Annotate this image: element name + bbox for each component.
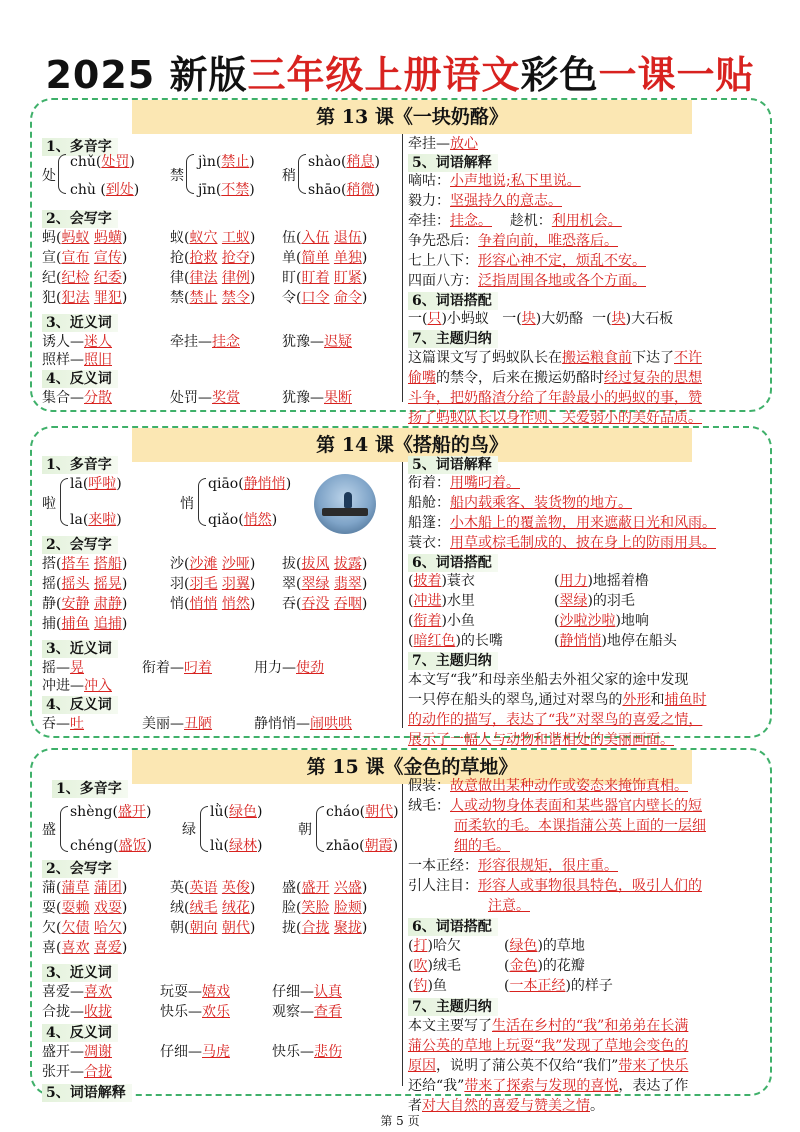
theme-text: 扬了蚂蚁队长以身作则、关爱弱小的美好品质。 bbox=[408, 410, 702, 426]
column-divider bbox=[402, 784, 403, 1086]
pinyin-row: lǜ(绿色) bbox=[210, 804, 263, 820]
definition: 船舱：船内载乘客、装货物的地方。 bbox=[408, 495, 632, 511]
definition: 注意。 bbox=[488, 898, 530, 914]
definition: 引人注目：形容人或事物很具特色，吸引人们的 bbox=[408, 878, 702, 894]
section-heading: 6、词语搭配 bbox=[408, 292, 498, 310]
writing-char-entry: 伍(入伍 退伍) bbox=[282, 230, 368, 246]
brace-icon bbox=[58, 154, 66, 194]
section-heading: 7、主题归纳 bbox=[408, 330, 498, 348]
definition: 嘀咕：小声地说;私下里说。 bbox=[408, 173, 581, 189]
brace-icon bbox=[200, 806, 208, 852]
definition: 四面八方：泛指周围各地或各个方面。 bbox=[408, 273, 646, 289]
collocation-row: (暗红色)的长嘴 bbox=[408, 633, 503, 649]
collocation-row: (衔着)小鱼 bbox=[408, 613, 475, 629]
pinyin-row: qiǎo(悄然) bbox=[208, 512, 278, 528]
writing-char-entry: 搭(搭车 搭船) bbox=[42, 556, 128, 572]
section-heading: 7、主题归纳 bbox=[408, 652, 498, 670]
polyphone-char: 悄 bbox=[180, 496, 194, 512]
lesson-15-card bbox=[30, 748, 772, 1114]
writing-char-entry: 悄(悄悄 悄然) bbox=[170, 596, 256, 612]
section-heading: 6、词语搭配 bbox=[408, 554, 498, 572]
collocation-row: (沙啦沙啦)地响 bbox=[554, 613, 649, 629]
writing-char-entry: 抢(抢救 抢夺) bbox=[170, 250, 256, 266]
antonym-pair: 美丽—丑陋 bbox=[142, 716, 212, 732]
pinyin-row: lù(绿林) bbox=[210, 838, 263, 854]
lesson-13-card bbox=[30, 98, 772, 426]
synonym-pair: 牵挂—挂念 bbox=[170, 334, 240, 350]
antonym-pair: 盛开—凋谢 bbox=[42, 1044, 112, 1060]
definition: 争先恐后：争着向前，唯恐落后。 bbox=[408, 233, 618, 249]
writing-chars-grid bbox=[42, 228, 397, 312]
polyphone-char: 禁 bbox=[170, 168, 184, 184]
synonym-pair: 牵挂—放心 bbox=[408, 136, 478, 152]
definition: 牵挂：挂念。 趁机：利用机会。 bbox=[408, 213, 622, 229]
writing-char-entry: 摇(摇头 摇晃) bbox=[42, 576, 128, 592]
column-divider bbox=[402, 462, 403, 728]
section-heading: 2、会写字 bbox=[42, 860, 118, 878]
synonym-pair: 喜爱—喜欢 bbox=[42, 984, 112, 1000]
writing-char-entry: 宣(宣布 宣传) bbox=[42, 250, 128, 266]
writing-char-entry: 耍(耍赖 戏耍) bbox=[42, 900, 128, 916]
synonym-pair: 冲进—冲入 bbox=[42, 678, 112, 694]
brace-icon bbox=[198, 478, 206, 526]
synonym-pair: 快乐—欢乐 bbox=[160, 1004, 230, 1020]
section-heading: 1、多音字 bbox=[52, 780, 128, 798]
synonym-pair: 合拢—收拢 bbox=[42, 1004, 112, 1020]
theme-text: 者对大自然的喜爱与赞美之情。 bbox=[408, 1098, 604, 1114]
antonym-pair: 静悄悄—闹哄哄 bbox=[254, 716, 352, 732]
brace-icon bbox=[298, 154, 306, 194]
writing-char-entry: 盯(盯着 盯紧) bbox=[282, 270, 368, 286]
writing-char-entry: 蒲(蒲草 蒲团) bbox=[42, 880, 128, 896]
brace-icon bbox=[60, 478, 68, 526]
collocation-row: (钓)鱼 bbox=[408, 978, 447, 994]
definition: 绒毛：人或动物身体表面和某些器官内壁长的短 bbox=[408, 798, 702, 814]
writing-chars-grid bbox=[42, 554, 397, 638]
theme-text: 斗争，把奶酪渣分给了年龄最小的蚂蚁的事，赞 bbox=[408, 390, 702, 406]
lesson-15-header: 第 15 课《金色的草地》 bbox=[132, 750, 692, 784]
writing-char-entry: 拔(拔风 拔露) bbox=[282, 556, 368, 572]
writing-char-entry: 翠(翠绿 翡翠) bbox=[282, 576, 368, 592]
theme-text: 的动作的描写，表达了“我”对翠鸟的喜爱之情， bbox=[408, 712, 703, 728]
polyphone-char: 朝 bbox=[298, 822, 312, 838]
section-heading: 3、近义词 bbox=[42, 640, 118, 658]
section-heading: 1、多音字 bbox=[42, 138, 118, 156]
antonym-pair: 处罚—奖赏 bbox=[170, 390, 240, 406]
collocation-row: (金色)的花瓣 bbox=[504, 958, 585, 974]
definition: 毅力：坚强持久的意志。 bbox=[408, 193, 562, 209]
pinyin-row: jīn(不禁) bbox=[198, 182, 255, 198]
collocation-row: (打)哈欠 bbox=[408, 938, 461, 954]
writing-char-entry: 纪(纪检 纪委) bbox=[42, 270, 128, 286]
antonym-pair: 集合—分散 bbox=[42, 390, 112, 406]
writing-char-entry: 吞(吞没 吞咽) bbox=[282, 596, 368, 612]
brace-icon bbox=[60, 806, 68, 852]
pinyin-row: shào(稍息) bbox=[308, 154, 380, 170]
collocation-row: (吹)绒毛 bbox=[408, 958, 461, 974]
pinyin-row: la(来啦) bbox=[70, 512, 122, 528]
pinyin-row: lā(呼啦) bbox=[70, 476, 122, 492]
theme-text: 蒲公英的草地上玩耍“我”发现了草地会变色的 bbox=[408, 1038, 689, 1054]
theme-text: 本文写“我”和母亲坐船去外祖父家的途中发现 bbox=[408, 672, 689, 688]
section-heading: 2、会写字 bbox=[42, 536, 118, 554]
collocation-row: (一本正经)的样子 bbox=[504, 978, 613, 994]
synonym-pair: 用力—使劲 bbox=[254, 660, 324, 676]
collocation-row: (披着)蓑衣 bbox=[408, 573, 475, 589]
writing-char-entry: 喜(喜欢 喜爱) bbox=[42, 940, 128, 956]
pinyin-row: cháo(朝代) bbox=[326, 804, 399, 820]
writing-char-entry: 单(简单 单独) bbox=[282, 250, 368, 266]
definition: 假装：故意做出某种动作或姿态来掩饰真相。 bbox=[408, 778, 688, 794]
theme-text: 还给“我”带来了探索与发现的喜悦，表达了作 bbox=[408, 1078, 689, 1094]
polyphone-char: 稍 bbox=[282, 168, 296, 184]
section-heading: 3、近义词 bbox=[42, 314, 118, 332]
collocation-row: (冲进)水里 bbox=[408, 593, 475, 609]
synonym-pair: 照样—照旧 bbox=[42, 352, 112, 368]
section-heading: 1、多音字 bbox=[42, 456, 118, 474]
antonym-pair: 快乐—悲伤 bbox=[272, 1044, 342, 1060]
page-number: 第 5 页 bbox=[380, 1114, 420, 1128]
section-heading: 6、词语搭配 bbox=[408, 918, 498, 936]
definition: 而柔软的毛。本课指蒲公英上面的一层细 bbox=[454, 818, 706, 834]
polyphone-char: 盛 bbox=[42, 822, 56, 838]
collocation-row: (用力)地摇着橹 bbox=[554, 573, 649, 589]
pinyin-row: qiāo(静悄悄) bbox=[208, 476, 292, 492]
pinyin-row: shāo(稍微) bbox=[308, 182, 380, 198]
brace-icon bbox=[316, 806, 324, 852]
pinyin-row: chǔ(处罚) bbox=[70, 154, 135, 170]
writing-char-entry: 盛(盛开 兴盛) bbox=[282, 880, 368, 896]
writing-char-entry: 欠(欠债 哈欠) bbox=[42, 920, 128, 936]
antonym-pair: 犹豫—果断 bbox=[282, 390, 352, 406]
definition: 七上八下：形容心神不定，烦乱不安。 bbox=[408, 253, 646, 269]
pinyin-row: zhāo(朝霞) bbox=[326, 838, 399, 854]
lesson-14-card bbox=[30, 426, 772, 748]
writing-char-entry: 犯(犯法 罪犯) bbox=[42, 290, 128, 306]
pinyin-row: shèng(盛开) bbox=[70, 804, 152, 820]
collocation-row: (绿色)的草地 bbox=[504, 938, 585, 954]
section-heading: 3、近义词 bbox=[42, 964, 118, 982]
theme-text: 偷嘴的禁令，后来在搬运奶酪时经过复杂的思想 bbox=[408, 370, 702, 386]
section-heading: 4、反义词 bbox=[42, 1024, 118, 1042]
writing-char-entry: 羽(羽毛 羽翼) bbox=[170, 576, 256, 592]
writing-char-entry: 蚂(蚂蚁 蚂蟥) bbox=[42, 230, 128, 246]
polyphone-char: 啦 bbox=[42, 496, 56, 512]
writing-char-entry: 拢(合拢 聚拢) bbox=[282, 920, 368, 936]
pinyin-row: chéng(盛饭) bbox=[70, 838, 153, 854]
section-heading: 7、主题归纳 bbox=[408, 998, 498, 1016]
section-heading: 5、词语解释 bbox=[408, 154, 498, 172]
writing-chars-grid bbox=[42, 878, 397, 962]
theme-text: 这篇课文写了蚂蚁队长在搬运粮食前下达了不许 bbox=[408, 350, 702, 366]
theme-text: 本文主要写了生活在乡村的“我”和弟弟在长满 bbox=[408, 1018, 689, 1034]
writing-char-entry: 英(英语 英俊) bbox=[170, 880, 256, 896]
writing-char-entry: 静(安静 肃静) bbox=[42, 596, 128, 612]
synonym-pair: 仔细—认真 bbox=[272, 984, 342, 1000]
pinyin-row: chù (到处) bbox=[70, 182, 140, 198]
synonym-pair: 观察—查看 bbox=[272, 1004, 342, 1020]
definition: 船篷：小木船上的覆盖物，用来遮蔽日光和风雨。 bbox=[408, 515, 716, 531]
pinyin-row: jìn(禁止) bbox=[198, 154, 255, 170]
section-heading: 2、会写字 bbox=[42, 210, 118, 228]
synonym-pair: 衔着—叼着 bbox=[142, 660, 212, 676]
collocation-row: (翠绿)的羽毛 bbox=[554, 593, 635, 609]
definition: 一本正经：形容很规矩，很庄重。 bbox=[408, 858, 618, 874]
definition: 蓑衣：用草或棕毛制成的、披在身上的防雨用具。 bbox=[408, 535, 716, 551]
writing-char-entry: 绒(绒毛 绒花) bbox=[170, 900, 256, 916]
synonym-pair: 摇—晃 bbox=[42, 660, 84, 676]
column-divider bbox=[402, 134, 403, 402]
antonym-pair: 吞—吐 bbox=[42, 716, 84, 732]
lesson-14-header: 第 14 课《搭船的鸟》 bbox=[132, 428, 692, 462]
writing-char-entry: 捕(捕鱼 追捕) bbox=[42, 616, 128, 632]
theme-text: 原因，说明了蒲公英不仅给“我们”带来了快乐 bbox=[408, 1058, 689, 1074]
writing-char-entry: 脸(笑脸 脸颊) bbox=[282, 900, 368, 916]
theme-text: 展示了一幅人与动物和谐相处的美丽画面。 bbox=[408, 732, 674, 748]
theme-text: 一只停在船头的翠鸟,通过对翠鸟的外形和捕鱼时 bbox=[408, 692, 707, 708]
writing-char-entry: 令(口令 命令) bbox=[282, 290, 368, 306]
page-title: 2025 新版三年级上册语文彩色一课一贴 bbox=[45, 53, 755, 97]
polyphone-char: 处 bbox=[42, 168, 56, 184]
lesson-13-header: 第 13 课《一块奶酪》 bbox=[132, 100, 692, 134]
writing-char-entry: 蚁(蚁穴 工蚁) bbox=[170, 230, 256, 246]
antonym-pair: 张开—合拢 bbox=[42, 1064, 112, 1080]
section-heading: 4、反义词 bbox=[42, 370, 118, 388]
writing-char-entry: 律(律法 律例) bbox=[170, 270, 256, 286]
writing-char-entry: 朝(朝向 朝代) bbox=[170, 920, 256, 936]
definition: 细的毛。 bbox=[454, 838, 510, 854]
synonym-pair: 诱人—迷人 bbox=[42, 334, 112, 350]
collocation-row: (静悄悄)地停在船头 bbox=[554, 633, 677, 649]
writing-char-entry: 沙(沙滩 沙哑) bbox=[170, 556, 256, 572]
antonym-pair: 仔细—马虎 bbox=[160, 1044, 230, 1060]
polyphone-char: 绿 bbox=[182, 822, 196, 838]
synonym-pair: 玩耍—嬉戏 bbox=[160, 984, 230, 1000]
synonym-pair: 犹豫—迟疑 bbox=[282, 334, 352, 350]
collocation-row: 一(只)小蚂蚁 一(块)大奶酪 一(块)大石板 bbox=[408, 311, 674, 327]
section-heading: 5、词语解释 bbox=[408, 456, 498, 474]
section-heading: 4、反义词 bbox=[42, 696, 118, 714]
writing-char-entry: 禁(禁止 禁令) bbox=[170, 290, 256, 306]
bird-photo bbox=[314, 474, 376, 534]
section-heading: 5、词语解释 bbox=[42, 1084, 132, 1102]
brace-icon bbox=[186, 154, 194, 194]
definition: 衔着：用嘴叼着。 bbox=[408, 475, 520, 491]
